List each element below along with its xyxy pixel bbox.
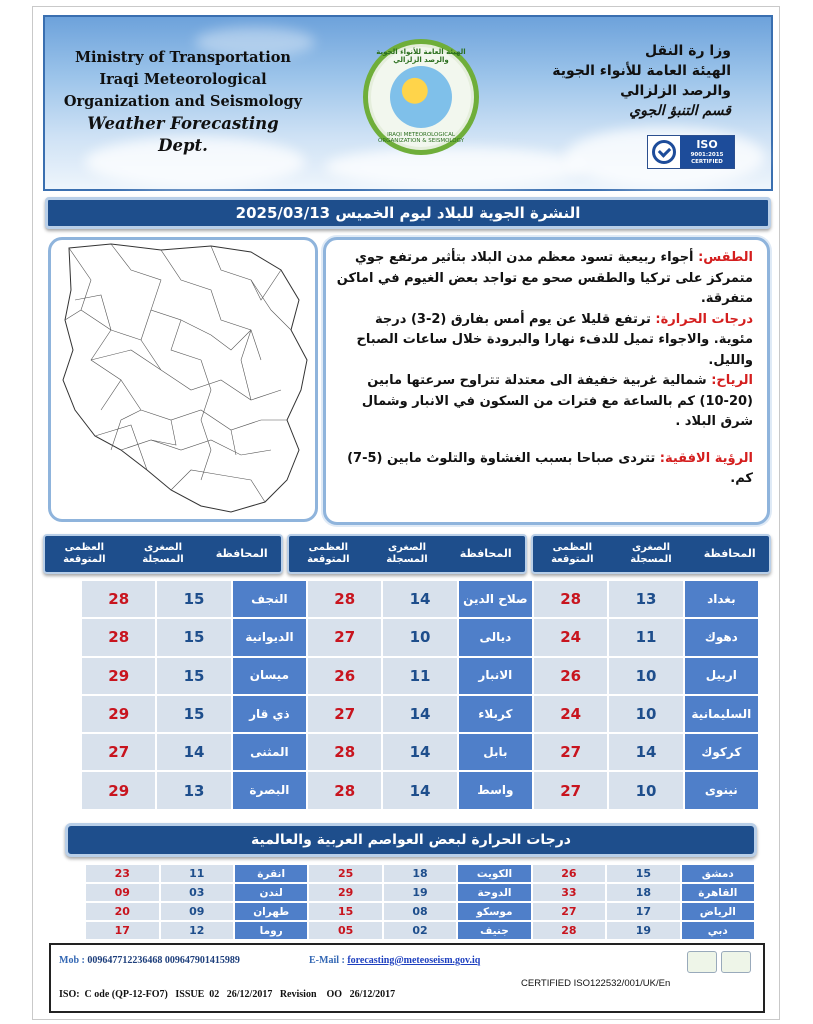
- min-temp-cell: 09: [160, 902, 234, 921]
- min-temp-cell: 14: [382, 733, 457, 771]
- province-name-cell: ذي قار: [232, 695, 307, 733]
- max-temp-cell: 28: [533, 580, 608, 618]
- max-temp-cell: 29: [81, 695, 156, 733]
- email-label: E-Mail :: [309, 955, 345, 966]
- max-temp-cell: 24: [533, 695, 608, 733]
- min-temp-cell: 11: [160, 864, 234, 883]
- max-temp-cell: 17: [85, 921, 159, 940]
- ar-line-ministry: وزا رة النقل: [645, 43, 731, 59]
- organization-logo: [363, 39, 479, 155]
- table-row: [81, 657, 759, 695]
- province-name-cell: بابل: [458, 733, 533, 771]
- weather-text: أجواء ربيعية تسود معظم مدن البلاد بتأثير مرتفع جوي متمركز على تركيا والطقس صحو مع تواجد بعض الغيوم في اماكن متفرقة.: [336, 250, 753, 306]
- max-temp-cell: 15: [308, 902, 382, 921]
- province-name-cell: اربيل: [684, 657, 759, 695]
- capital-name-cell: الكويت: [457, 864, 531, 883]
- wind-paragraph: [336, 371, 753, 433]
- max-temp-cell: 23: [85, 864, 159, 883]
- province-name-cell: دهوك: [684, 618, 759, 656]
- province-name-cell: ميسان: [232, 657, 307, 695]
- max-temp-cell: 20: [85, 902, 159, 921]
- ar-line-seismology: والرصد الزلزالي: [620, 83, 731, 99]
- header-max: العظمى المتوقعة: [307, 542, 350, 565]
- max-temp-cell: 28: [81, 618, 156, 656]
- min-temp-cell: 15: [606, 864, 680, 883]
- min-temp-cell: 11: [608, 618, 683, 656]
- max-temp-cell: 25: [308, 864, 382, 883]
- partner-logo-icon: [721, 951, 751, 973]
- province-name-cell: نينوى: [684, 771, 759, 809]
- capital-name-cell: جنيف: [457, 921, 531, 940]
- min-temp-cell: 11: [382, 657, 457, 695]
- max-temp-cell: 28: [307, 733, 382, 771]
- ar-line-org: الهيئة العامة للأنواء الجوية: [552, 63, 731, 79]
- table-row: [85, 883, 755, 902]
- min-temp-cell: 15: [156, 618, 231, 656]
- max-temp-cell: 29: [308, 883, 382, 902]
- min-temp-cell: 10: [608, 657, 683, 695]
- email-line: [309, 955, 480, 966]
- max-temp-cell: 28: [532, 921, 606, 940]
- mobile-label: Mob :: [59, 955, 85, 966]
- check-icon: [652, 140, 676, 164]
- footer: [49, 943, 765, 1013]
- min-temp-cell: 17: [606, 902, 680, 921]
- weather-label: الطقس:: [698, 250, 753, 265]
- capital-name-cell: الدوحة: [457, 883, 531, 902]
- visibility-text: تتردى صباحا بسبب الغشاوة والتلوث مابين (5-7) كم.: [347, 450, 753, 486]
- iso-document-code: ISO: C ode (QP-12-FO7) ISSUE 02 26/12/2017 Revision OO 26/12/2017: [59, 989, 396, 1000]
- max-temp-cell: 26: [532, 864, 606, 883]
- min-temp-cell: 14: [382, 695, 457, 733]
- sun-cloud-icon: [390, 66, 452, 128]
- min-temp-cell: 14: [382, 580, 457, 618]
- province-name-cell: السليمانية: [684, 695, 759, 733]
- min-temp-cell: 19: [383, 883, 457, 902]
- capital-name-cell: موسكو: [457, 902, 531, 921]
- temperature-text: ترتفع قليلا عن يوم أمس بفارق (2-3) درجة مئوية. والاجواء تميل للدفء نهارا والبرودة خلال ساعات الصباح والليل.: [356, 311, 753, 368]
- max-temp-cell: 26: [533, 657, 608, 695]
- max-temp-cell: 26: [307, 657, 382, 695]
- iraq-map: [48, 237, 318, 522]
- iso-badge: [647, 135, 735, 169]
- min-temp-cell: 10: [608, 771, 683, 809]
- min-temp-cell: 15: [156, 580, 231, 618]
- max-temp-cell: 27: [81, 733, 156, 771]
- province-name-cell: ديالى: [458, 618, 533, 656]
- max-temp-cell: 28: [81, 580, 156, 618]
- header-min: الصغرى المسجلة: [142, 542, 184, 565]
- province-name-cell: كربلاء: [458, 695, 533, 733]
- min-temp-cell: 10: [608, 695, 683, 733]
- mobile-value: 009647712236468 009647901415989: [87, 955, 240, 966]
- table-header-group-1: [531, 534, 771, 574]
- footer-logos: [687, 951, 751, 973]
- max-temp-cell: 29: [81, 657, 156, 695]
- min-temp-cell: 12: [160, 921, 234, 940]
- max-temp-cell: 27: [533, 733, 608, 771]
- province-name-cell: واسط: [458, 771, 533, 809]
- min-temp-cell: 14: [608, 733, 683, 771]
- min-temp-cell: 10: [382, 618, 457, 656]
- header-max: العظمى المتوقعة: [63, 542, 106, 565]
- temperature-label: درجات الحرارة:: [655, 311, 753, 327]
- province-name-cell: الديوانية: [232, 618, 307, 656]
- en-line-ministry: Ministry of Transportation: [75, 49, 291, 66]
- email-link[interactable]: forecasting@meteoseism.gov.iq: [347, 955, 481, 966]
- table-row: [81, 771, 759, 809]
- header-min: الصغرى المسجلة: [630, 542, 672, 565]
- en-line-dept: Weather Forecasting Dept.: [87, 114, 279, 155]
- header-banner: [43, 15, 773, 191]
- min-temp-cell: 14: [382, 771, 457, 809]
- header-max: العظمى المتوقعة: [551, 542, 594, 565]
- table-row: [81, 733, 759, 771]
- province-name-cell: البصرة: [232, 771, 307, 809]
- province-name-cell: النجف: [232, 580, 307, 618]
- min-temp-cell: 14: [156, 733, 231, 771]
- temperature-paragraph: [336, 310, 753, 372]
- min-temp-cell: 13: [608, 580, 683, 618]
- capital-name-cell: القاهرة: [681, 883, 755, 902]
- max-temp-cell: 29: [81, 771, 156, 809]
- table-row: [85, 864, 755, 883]
- capital-name-cell: طهران: [234, 902, 308, 921]
- table-header-group-2: [287, 534, 527, 574]
- province-name-cell: الانبار: [458, 657, 533, 695]
- province-name-cell: المثنى: [232, 733, 307, 771]
- min-temp-cell: 18: [383, 864, 457, 883]
- max-temp-cell: 27: [307, 695, 382, 733]
- header-min: الصغرى المسجلة: [386, 542, 428, 565]
- min-temp-cell: 19: [606, 921, 680, 940]
- header-province: المحافظة: [459, 547, 512, 560]
- weather-paragraph: [336, 248, 753, 310]
- table-row: [81, 618, 759, 656]
- capital-name-cell: روما: [234, 921, 308, 940]
- max-temp-cell: 27: [532, 902, 606, 921]
- max-temp-cell: 24: [533, 618, 608, 656]
- max-temp-cell: 09: [85, 883, 159, 902]
- en-line-org: Iraqi Meteorological: [99, 71, 267, 88]
- wind-label: الرياح:: [711, 373, 753, 388]
- min-temp-cell: 15: [156, 657, 231, 695]
- bulletin-title: النشرة الجوية للبلاد ليوم الخميس 2025/03/13: [45, 197, 771, 229]
- logo-arabic-text: الهيئة العامة للأنواء الجوية والرصد الزلزالي: [376, 48, 466, 64]
- min-temp-cell: 15: [156, 695, 231, 733]
- header-province: المحافظة: [215, 547, 268, 560]
- capital-name-cell: دمشق: [681, 864, 755, 883]
- capitals-title: درجات الحرارة لبعض العواصم العربية والعالمية: [65, 823, 757, 857]
- capital-name-cell: لندن: [234, 883, 308, 902]
- capital-name-cell: الرياض: [681, 902, 755, 921]
- min-temp-cell: 18: [606, 883, 680, 902]
- min-temp-cell: 13: [156, 771, 231, 809]
- province-name-cell: بغداد: [684, 580, 759, 618]
- max-temp-cell: 28: [307, 771, 382, 809]
- max-temp-cell: 28: [307, 580, 382, 618]
- header-province: المحافظة: [703, 547, 756, 560]
- province-name-cell: صلاح الدين: [458, 580, 533, 618]
- province-temperature-table: [81, 580, 759, 810]
- logo-english-text: IRAQI METEOROLOGICAL ORGANIZATION & SEISMOLOGY: [378, 132, 464, 144]
- min-temp-cell: 02: [383, 921, 457, 940]
- table-row: [81, 580, 759, 618]
- partner-logo-icon: [687, 951, 717, 973]
- english-org-title: [63, 47, 303, 157]
- table-row: [85, 921, 755, 940]
- min-temp-cell: 03: [160, 883, 234, 902]
- table-row: [81, 695, 759, 733]
- certification-number: CERTIFIED ISO122532/001/UK/En: [521, 978, 671, 989]
- max-temp-cell: 33: [532, 883, 606, 902]
- max-temp-cell: 27: [533, 771, 608, 809]
- wind-text: شمالية غربية خفيفة الى معتدلة تتراوح سرعتها مابين (20-10) كم بالساعة مع فترات من السكون في الانبار وشمال شرق البلاد .: [361, 373, 753, 429]
- table-header-group-3: [43, 534, 283, 574]
- table-row: [85, 902, 755, 921]
- capitals-temperature-table: [85, 864, 755, 940]
- iso-badge-text: ISO 9001:2015 CERTIFIED: [680, 136, 734, 168]
- arabic-org-title: [521, 41, 731, 121]
- max-temp-cell: 05: [308, 921, 382, 940]
- forecast-text-panel: [323, 237, 770, 525]
- bulletin-page: [32, 6, 780, 1020]
- map-outline: [51, 240, 315, 519]
- capital-name-cell: انقرة: [234, 864, 308, 883]
- max-temp-cell: 27: [307, 618, 382, 656]
- visibility-label: الرؤية الافقية:: [659, 450, 753, 466]
- en-line-seismology: Organization and Seismology: [63, 93, 303, 110]
- min-temp-cell: 08: [383, 902, 457, 921]
- capital-name-cell: دبي: [681, 921, 755, 940]
- ar-line-dept: قسم التنبؤ الجوي: [629, 103, 731, 119]
- province-name-cell: كركوك: [684, 733, 759, 771]
- visibility-paragraph: [336, 449, 753, 490]
- mobile-numbers: [59, 955, 240, 966]
